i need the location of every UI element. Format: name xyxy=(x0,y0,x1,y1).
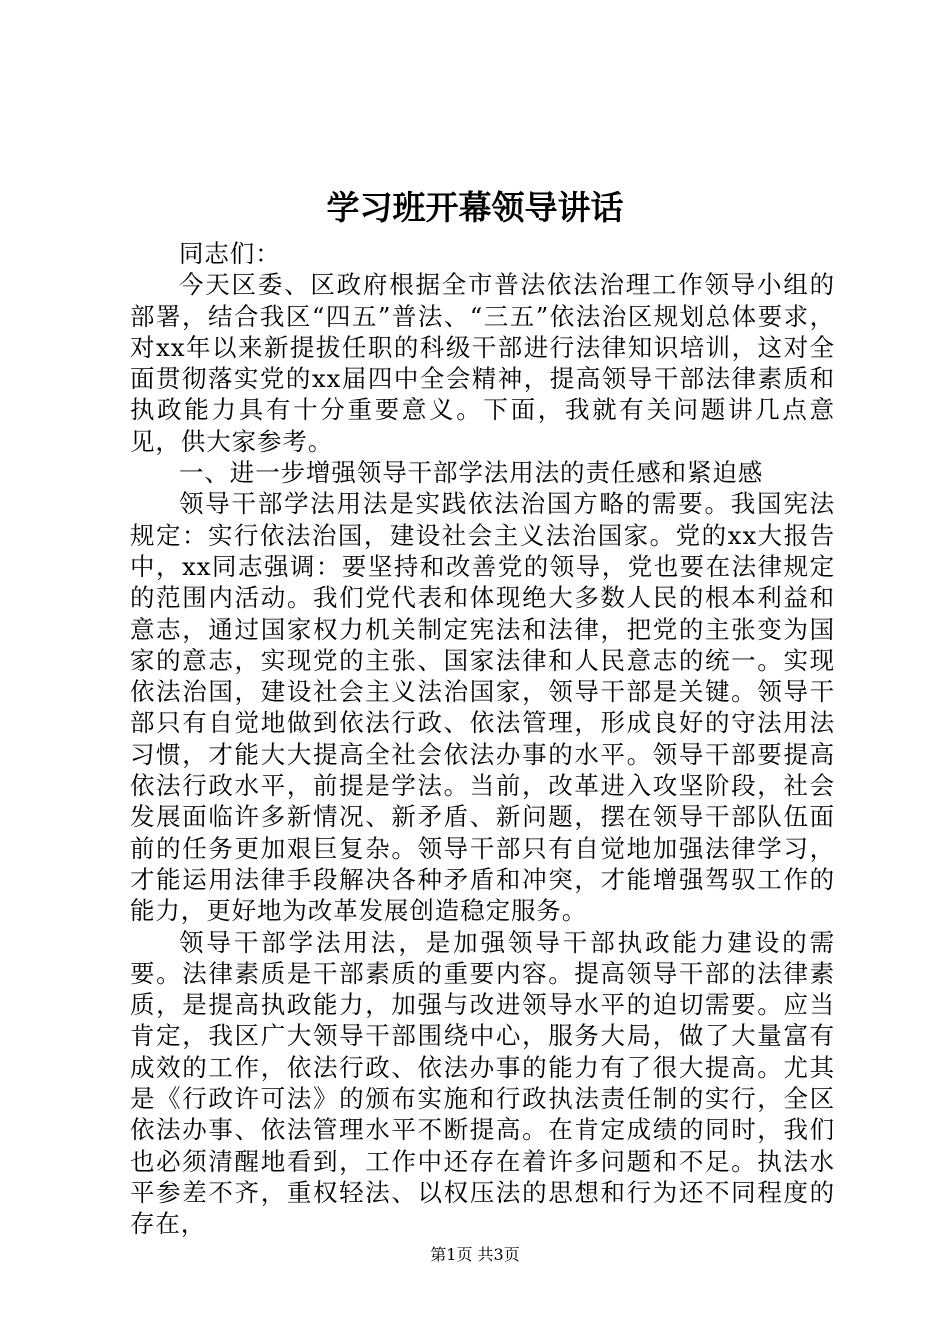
section-heading: 一、进一步增强领导干部学法用法的责任感和紧迫感 xyxy=(179,458,764,488)
document-body xyxy=(130,238,835,1240)
page-number-footer: 第1页 共3页 xyxy=(430,1245,520,1264)
body-paragraph: 领导干部学法用法，是加强领导干部执政能力建设的需要。法律素质是干部素质的重要内容。提高领导干部的法律素质，是提高执政能力，加强与改进领导水平的迫切需要。应当肯定，我区广大领导干部围绕中心，服务大局，做了大量富有成效的工作，依法行政、依法办事的能力有了很大提高。尤其是《行政许可法》的颁布实施和行政执法责任制的实行，全区依法办事、依法管理水平不断提高。在肯定成绩的同时，我们也必须清醒地看到，工作中还存在着许多问题和不足。执法水平参差不齐，重权轻法、以权压法的思想和行为还不同程度的存在， xyxy=(130,927,835,1239)
body-paragraph: 领导干部学法用法是实践依法治国方略的需要。我国宪法规定：实行依法治国，建设社会主义法治国家。党的xx大报告中，xx同志强调：要坚持和改善党的领导，党也要在法律规定的范围内活动。我们党代表和体现绝大多数人民的根本利益和意志，通过国家权力机关制定宪法和法律，把党的主张变为国家的意志，实现党的主张、国家法律和人民意志的统一。实现依法治国，建设社会主义法治国家，领导干部是关键。领导干部只有自觉地做到依法行政、依法管理，形成良好的守法用法习惯，才能大大提高全社会依法办事的水平。领导干部要提高依法行政水平，前提是学法。当前，改革进入攻坚阶段，社会发展面临许多新情况、新矛盾、新问题，摆在领导干部队伍面前的任务更加艰巨复杂。领导干部只有自觉地加强法律学习，才能运用法律手段解决各种矛盾和冲突，才能增强驾驭工作的能力，更好地为改革发展创造稳定服务。 xyxy=(130,489,835,926)
intro-paragraph: 今天区委、区政府根据全市普法依法治理工作领导小组的部署，结合我区“四五”普法、“三五”依法治区规划总体要求，对xx年以来新提拔任职的科级干部进行法律知识培训，这对全面贯彻落实党的xx届四中全会精神，提高领导干部法律素质和执政能力具有十分重要意义。下面，我就有关问题讲几点意见，供大家参考。 xyxy=(130,270,835,456)
salutation-paragraph: 同志们： xyxy=(179,239,281,268)
document-title: 学习班开幕领导讲话 xyxy=(326,188,624,227)
